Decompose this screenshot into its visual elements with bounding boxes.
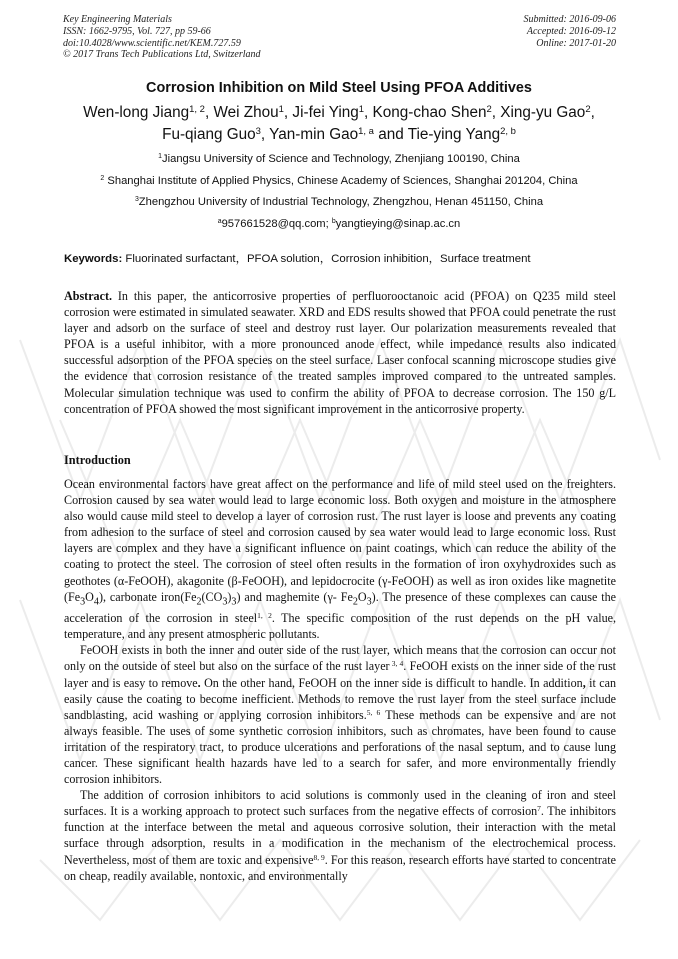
subscript: 3 bbox=[231, 596, 237, 608]
author-affil-sup: 3 bbox=[255, 125, 261, 137]
author-separator: , bbox=[204, 104, 214, 121]
author-affil-sup: 2, b bbox=[500, 125, 516, 137]
email-b: yangtieying@sinap.ac.cn bbox=[335, 217, 461, 230]
subscript: 3 bbox=[80, 596, 86, 608]
author-separator: , bbox=[283, 104, 293, 121]
author-name: Ji-fei Ying bbox=[292, 104, 359, 121]
author-name: Wei Zhou bbox=[213, 104, 279, 121]
author-name: Fu-qiang Guo bbox=[162, 126, 256, 143]
author-name: Wen-long Jiang bbox=[83, 104, 190, 121]
affiliations bbox=[0, 149, 678, 235]
author-affil-sup: 1, 2 bbox=[189, 103, 205, 115]
keywords-text: Fluorinated surfactant，PFOA solution，Corrosion inhibition，Surface treatment bbox=[122, 253, 531, 265]
affiliation-text: Jiangsu University of Science and Technology, Zhenjiang 100190, China bbox=[162, 153, 520, 165]
citation-ref: 5, 6 bbox=[366, 707, 381, 717]
citation-ref: 3, 4 bbox=[389, 659, 404, 669]
affiliation-sup: 2 bbox=[100, 174, 105, 182]
author-separator: and bbox=[373, 126, 408, 143]
journal-issn: ISSN: 1662-9795, Vol. 727, pp 59-66 bbox=[63, 25, 211, 37]
paragraph-text: The addition of corrosion inhibitors to acid solutions is commonly used in the cleaning of iron and steel surfaces. It is a working approach to protect such surfaces from the negative effects of corrosion bbox=[64, 788, 616, 819]
paragraph bbox=[64, 787, 616, 884]
section-heading-introduction: Introduction bbox=[64, 453, 131, 467]
formula-text: (CO bbox=[201, 589, 223, 604]
paper-title: Corrosion Inhibition on Mild Steel Using PFOA Additives bbox=[146, 80, 532, 96]
paragraph-text: These methods can be expensive and are not always feasible. The uses of some synthetic corrosion inhibitors, such as chromates, have been found to cause irritation of the respiratory tract, to produce ulcerations and perforations of the nasal septum, and to cause lung cancer. These significant health hazards have led to a search for safer, and more environmentally friendly corrosion inhibitors. bbox=[64, 707, 617, 787]
citation-ref: 7 bbox=[537, 804, 541, 814]
author-affil-sup: 2 bbox=[585, 103, 591, 115]
journal-name: Key Engineering Materials bbox=[63, 14, 172, 25]
affiliation-sup: 3 bbox=[134, 196, 139, 204]
author-separator: , bbox=[260, 126, 270, 143]
author-list bbox=[40, 102, 638, 146]
formula-text: O bbox=[85, 589, 94, 604]
email-sup: a bbox=[217, 217, 222, 225]
author-affil-sup: 2 bbox=[486, 103, 492, 115]
email-a: 957661528@qq.com; bbox=[221, 217, 332, 230]
journal-info bbox=[63, 14, 261, 61]
bold-punctuation: . bbox=[197, 675, 201, 690]
subscript: 3 bbox=[222, 596, 228, 608]
author-affil-sup: 1, a bbox=[358, 125, 374, 137]
subscript: 2 bbox=[352, 596, 358, 608]
paragraph-text: ). The presence of these complexes can cause the acceleration of the corrosion in steel bbox=[64, 589, 616, 626]
email-sup: b bbox=[331, 217, 336, 225]
abstract-text: In this paper, the anticorrosive properties of perfluorooctanoic acid (PFOA) on Q235 mild steel corrosion were estimated in simulated seawater. XRD and EDS results showed that PFOA could penetrate the rust layer and adsorb on the surface of steel and destroy rust layer. Our polarization measurements revealed that PFOA is a useful inhibitor, with a more pronounced anode effect, while impedance results also indicated successful adsorption of the PFOA species on the steel surface. Laser confocal scanning microscope studies give the evidence that corrosion resistance of the treated samples improved compared to the untreated samples. Molecular simulation technique was used to confirm the ability of PFOA to decrease corrosion. The 150 g/L concentration of PFOA showed the most significant improvement in the anticorrosive property. bbox=[64, 289, 616, 416]
publication-dates bbox=[524, 14, 617, 49]
subscript: 3 bbox=[366, 596, 372, 608]
affiliation-text: Zhengzhou University of Industrial Technology, Zhengzhou, Henan 451150, China bbox=[138, 196, 544, 208]
affiliation-text: Shanghai Institute of Applied Physics, Chinese Academy of Sciences, Shanghai 201204, China bbox=[104, 174, 578, 187]
paragraph bbox=[64, 476, 616, 642]
formula-text: O bbox=[357, 589, 367, 604]
author-separator: , bbox=[491, 104, 501, 121]
author-affil-sup: 1 bbox=[278, 103, 284, 115]
author-name: Kong-chao Shen bbox=[372, 104, 487, 121]
author-affil-sup: 1 bbox=[358, 103, 365, 115]
paragraph-text: . The inhibitors function at the interface between the metal and aqueous corrosive solution, their interaction with the metal surface through adsorption, results in a modification in the mechanism of the electrochemical process. Nevertheless, most of them are toxic and expensive bbox=[64, 804, 616, 867]
citation-ref: 8, 9 bbox=[313, 852, 325, 862]
accepted-date: Accepted: 2016-09-12 bbox=[526, 25, 616, 37]
journal-doi: doi:10.4028/www.scientific.net/KEM.727.59 bbox=[63, 37, 241, 49]
submitted-date: Submitted: 2016-09-06 bbox=[523, 14, 616, 25]
paragraph-text: ) and maghemite (γ- Fe bbox=[236, 589, 353, 604]
affiliation bbox=[0, 149, 678, 171]
paragraph-text: it can easily cause the coating to become inefficient. Methods to remove the rust layer from the steel surface include sandblasting, acid washing or applying corrosion inhibitors. bbox=[64, 675, 616, 722]
paragraph-text: . The specific composition of the rust depends on the pH value, temperature, and any present atmospheric pollutants. bbox=[64, 611, 617, 642]
introduction-body bbox=[64, 476, 616, 884]
keywords-label: Keywords: bbox=[64, 253, 123, 265]
paragraph-text: On the other hand, FeOOH on the inner side is difficult to handle. In addition bbox=[200, 675, 583, 690]
author-emails bbox=[0, 214, 678, 236]
paragraph-text: . FeOOH exists on the inner side of the rust layer and is easy to remove bbox=[64, 659, 617, 690]
author-name: Yan-min Gao bbox=[269, 126, 359, 143]
affiliation bbox=[0, 171, 678, 193]
author-name: Tie-ying Yang bbox=[407, 126, 501, 143]
abstract-label: Abstract. bbox=[64, 289, 113, 303]
journal-copyright: © 2017 Trans Tech Publications Ltd, Switzerland bbox=[63, 49, 261, 61]
subscript: 4 bbox=[93, 596, 99, 608]
affiliation-sup: 1 bbox=[158, 153, 163, 161]
paragraph-text: . For this reason, research efforts have started to concentrate on cheap, readily available, nontoxic, and environmentally bbox=[64, 852, 617, 883]
author-name: Xing-yu Gao bbox=[500, 104, 586, 121]
formula-text: ) bbox=[227, 589, 232, 604]
paragraph-text: ), carbonate iron(Fe bbox=[98, 589, 197, 604]
paragraph-text: Ocean environmental factors have great affect on the performance and life of mild steel used on the freighters. Corrosion caused by sea water would lead to large economic loss. Both oxygen and moisture in the atmosphere also would cause mild steel to develop a layer of corrosion rust. The rust layer is loose and prevents any coating from adhesion to the surface of steel and corrosion caused by sea water would lead to large economic loss. Rust layers are complex and they have a significant influence on paint coatings, which can reduce the ability of the coating to protect the steel. The corrosion of steel often results in the formation of iron oxyhydroxides such as geothotes (α-FeOOH), akagonite (β-FeOOH), and lepidocrocite (γ-FeOOH) as well as iron oxides like magnetite (Fe bbox=[64, 477, 616, 604]
keywords-line bbox=[64, 250, 531, 266]
affiliation bbox=[0, 192, 678, 214]
online-date: Online: 2017-01-20 bbox=[536, 37, 616, 49]
bold-punctuation: , bbox=[582, 675, 586, 690]
paragraph bbox=[64, 642, 616, 787]
author-separator: , bbox=[364, 104, 373, 121]
citation-ref: 1, 2 bbox=[257, 611, 272, 621]
author-separator: , bbox=[590, 104, 595, 121]
paragraph-text: FeOOH exists in both the inner and outer side of the rust layer, which means that the corrosion can occur not only on the outside of steel but also on the surface of the rust layer bbox=[64, 643, 616, 674]
subscript: 2 bbox=[196, 596, 202, 608]
abstract bbox=[64, 288, 616, 417]
